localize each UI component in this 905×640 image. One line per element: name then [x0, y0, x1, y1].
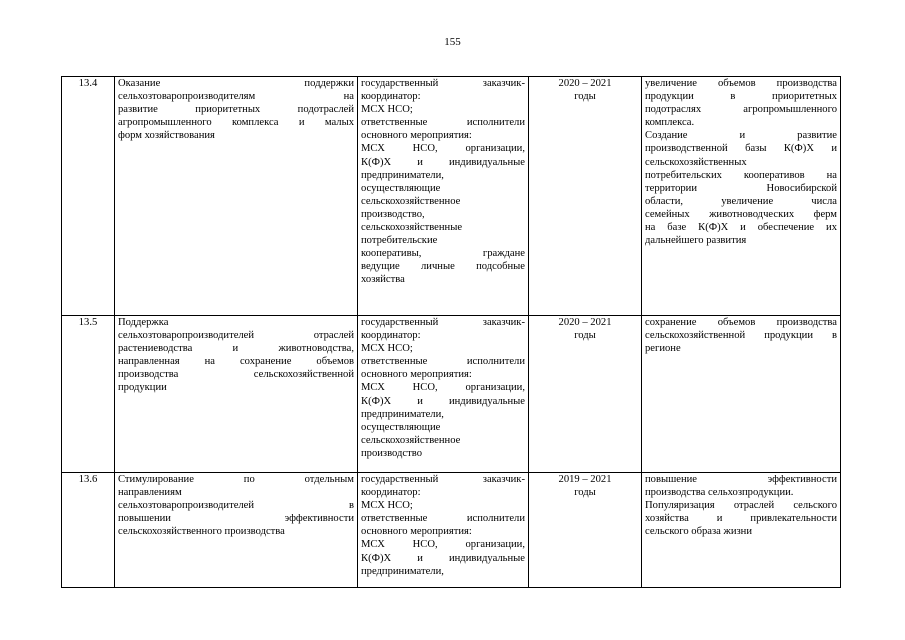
text-line: основного мероприятия:: [361, 369, 472, 381]
text-line: регионе: [645, 343, 681, 355]
text-line: МСХ НСО;: [361, 104, 413, 116]
text-line: К(Ф)Х и индивидуальные: [361, 395, 525, 407]
text-line: комплекса.: [645, 117, 695, 129]
text-line: потребительские: [361, 235, 438, 247]
text-line: производства сельхозпродукции.: [645, 487, 794, 499]
text-line: хозяйства: [361, 274, 405, 286]
text-line: Создание и развитие: [645, 130, 837, 142]
text-line: предприниматели,: [361, 169, 444, 181]
text-line: сельскохозяйственное: [361, 195, 461, 207]
text-line: сохранение объемов производства: [645, 317, 837, 328]
text-line: производства сельскохозяйственной: [118, 369, 354, 381]
text-line: подотраслях агропромышленного: [645, 104, 837, 116]
text-line: форм хозяйствования: [118, 130, 215, 142]
period-years: 2020 – 2021: [558, 78, 612, 89]
text-line: ответственные исполнители: [361, 117, 525, 129]
text-line: производство,: [361, 208, 425, 220]
text-line: координатор:: [361, 487, 421, 499]
executor-cell: [358, 473, 529, 588]
text-line: территории Новосибирской: [645, 182, 837, 194]
text-line: координатор:: [361, 330, 421, 342]
text-line: осуществляющие: [361, 421, 441, 433]
text-line: кооперативы, граждане: [361, 248, 525, 260]
period-years: 2020 – 2021: [558, 317, 612, 328]
text-line: агропромышленного комплекса и малых: [118, 117, 354, 129]
text-line: сельхозтоваропроизводителей отраслей: [118, 330, 354, 342]
row-number-cell: 13.6: [62, 473, 115, 588]
measure-name-cell: [115, 316, 358, 473]
text-line: ведущие личные подсобные: [361, 261, 525, 273]
text-line: предприниматели,: [361, 408, 444, 420]
text-line: К(Ф)Х и индивидуальные: [361, 156, 525, 168]
text-line: государственный заказчик-: [361, 78, 525, 89]
text-line: сельскохозяйственной продукции в: [645, 330, 837, 342]
text-line: сельхозтоваропроизводителей в: [118, 500, 354, 512]
text-line: сельскохозяйственные: [361, 222, 463, 234]
text-line: производство: [361, 447, 422, 459]
text-line: Поддержка: [118, 317, 169, 328]
row-number-cell: 13.5: [62, 316, 115, 473]
text-line: направленная на сохранение объемов: [118, 356, 354, 368]
expected-result-cell: [642, 316, 841, 473]
text-line: основного мероприятия:: [361, 130, 472, 142]
text-line: сельскохозяйственное: [361, 434, 461, 446]
text-line: хозяйства и привлекательности: [645, 513, 837, 525]
text-line: МСХ НСО, организации,: [361, 382, 525, 394]
text-line: координатор:: [361, 91, 421, 103]
text-line: Популяризация отраслей сельского: [645, 500, 837, 512]
table-row: [62, 77, 841, 316]
row-number-cell: 13.4: [62, 77, 115, 316]
text-line: МСХ НСО, организации,: [361, 539, 525, 551]
measures-table: [61, 76, 841, 588]
expected-result-cell: [642, 473, 841, 588]
text-line: сельскохозяйственных: [645, 156, 747, 168]
text-line: растениеводства и животноводства,: [118, 343, 354, 355]
text-line: ответственные исполнители: [361, 513, 525, 525]
text-line: потребительских кооперативов на: [645, 169, 837, 181]
text-line: направлениям: [118, 487, 182, 499]
period-years: 2019 – 2021: [558, 474, 612, 485]
text-line: сельскохозяйственного производства: [118, 526, 285, 538]
text-line: К(Ф)Х и индивидуальные: [361, 552, 525, 564]
text-line: повышение эффективности: [645, 474, 837, 485]
measure-name-cell: [115, 473, 358, 588]
text-line: развитие приоритетных подотраслей: [118, 104, 354, 116]
measure-name-cell: [115, 77, 358, 316]
text-line: МСХ НСО;: [361, 343, 413, 355]
text-line: предприниматели,: [361, 565, 444, 577]
executor-cell: [358, 316, 529, 473]
text-line: Оказание поддержки: [118, 78, 354, 89]
text-line: на базе К(Ф)Х и обеспечение их: [645, 222, 837, 234]
text-line: области, увеличение числа: [645, 195, 837, 207]
text-line: осуществляющие: [361, 182, 441, 194]
text-line: повышении эффективности: [118, 513, 354, 525]
period-cell: [529, 473, 642, 588]
expected-result-cell: [642, 77, 841, 316]
text-line: основного мероприятия:: [361, 526, 472, 538]
text-line: продукции в приоритетных: [645, 91, 837, 103]
text-line: МСХ НСО, организации,: [361, 143, 525, 155]
text-line: семейных животноводческих ферм: [645, 208, 837, 220]
period-cell: [529, 316, 642, 473]
text-line: увеличение объемов производства: [645, 78, 837, 89]
text-line: продукции: [118, 382, 167, 394]
text-line: Стимулирование по отдельным: [118, 474, 354, 485]
period-cell: [529, 77, 642, 316]
text-line: государственный заказчик-: [361, 317, 525, 328]
page-number: 155: [444, 36, 461, 48]
executor-cell: [358, 77, 529, 316]
table-row: [62, 316, 841, 473]
text-line: МСХ НСО;: [361, 500, 413, 512]
text-line: ответственные исполнители: [361, 356, 525, 368]
table-body: [62, 77, 841, 588]
table-row: [62, 473, 841, 588]
text-line: сельхозтоваропроизводителям на: [118, 91, 354, 103]
text-line: производственной базы К(Ф)Х и: [645, 143, 837, 155]
text-line: дальнейшего развития: [645, 235, 747, 247]
period-unit: годы: [574, 330, 596, 342]
period-unit: годы: [574, 91, 596, 103]
period-unit: годы: [574, 487, 596, 499]
text-line: государственный заказчик-: [361, 474, 525, 485]
text-line: сельского образа жизни: [645, 526, 753, 538]
